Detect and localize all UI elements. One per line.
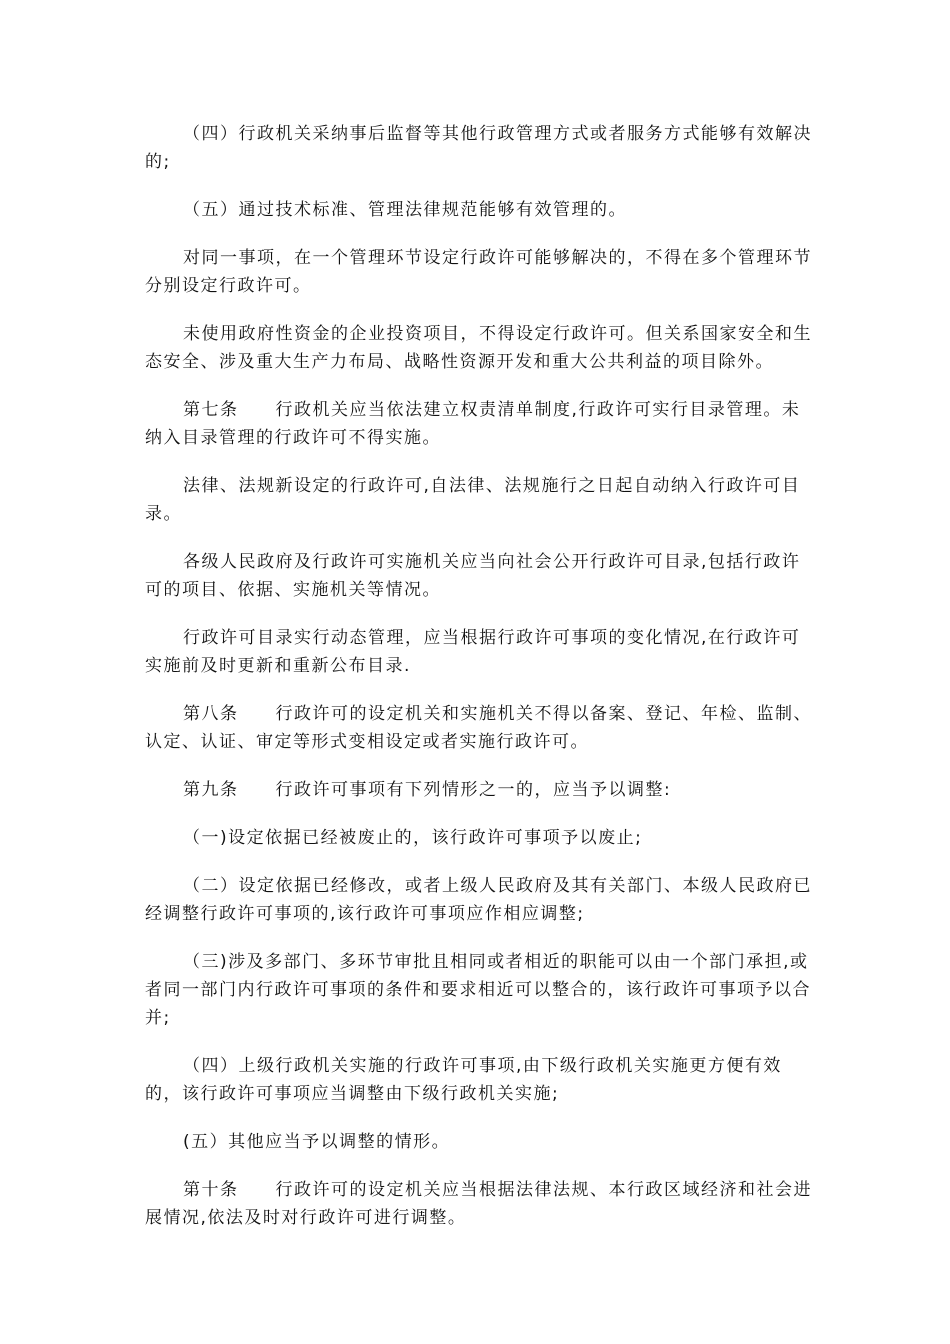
article-9-paragraph: 第九条 行政许可事项有下列情形之一的，应当予以调整:	[183, 780, 672, 800]
list-item: (五）其他应当予以调整的情形。	[183, 1132, 451, 1152]
paragraph: 各级人民政府及行政许可实施机关应当向社会公开行政许可目录,包括行政许可的项目、依据、实施机关等情况。	[145, 552, 801, 600]
paragraph: 对同一事项，在一个管理环节设定行政许可能够解决的，不得在多个管理环节分别设定行政许可。	[145, 248, 812, 296]
paragraph: （四）行政机关采纳事后监督等其他行政管理方式或者服务方式能够有效解决的;	[145, 124, 812, 172]
list-item: （三)涉及多部门、多环节审批且相同或者相近的职能可以由一个部门承担,或者同一部门内行政许可事项的条件和要求相近可以整合的，该行政许可事项予以合并;	[145, 952, 811, 1028]
paragraph: 法律、法规新设定的行政许可,自法律、法规施行之日起自动纳入行政许可目录。	[145, 476, 801, 524]
article-8-paragraph: 第八条 行政许可的设定机关和实施机关不得以备案、登记、年检、监制、认定、认证、审定等形式变相设定或者实施行政许可。	[145, 704, 812, 752]
article-10-paragraph: 第十条 行政许可的设定机关应当根据法律法规、本行政区域经济和社会进展情况,依法及时对行政许可进行调整。	[145, 1180, 812, 1228]
list-item: （一)设定依据已经被废止的，该行政许可事项予以废止;	[183, 828, 643, 848]
paragraph: 行政许可目录实行动态管理，应当根据行政许可事项的变化情况,在行政许可实施前及时更新和重新公布目录.	[145, 628, 801, 676]
paragraph: 未使用政府性资金的企业投资项目，不得设定行政许可。但关系国家安全和生态安全、涉及重大生产力布局、战略性资源开发和重大公共利益的项目除外。	[145, 324, 812, 372]
article-7-paragraph: 第七条 行政机关应当依法建立权责清单制度,行政许可实行目录管理。未纳入目录管理的行政许可不得实施。	[145, 400, 801, 448]
list-item: （四）上级行政机关实施的行政许可事项,由下级行政机关实施更方便有效的，该行政许可事项应当调整由下级行政机关实施;	[145, 1056, 782, 1104]
list-item: （二）设定依据已经修改，或者上级人民政府及其有关部门、本级人民政府已经调整行政许可事项的,该行政许可事项应作相应调整;	[145, 876, 812, 924]
paragraph: （五）通过技术标准、管理法律规范能够有效管理的。	[183, 200, 627, 220]
document-body	[145, 120, 815, 1252]
